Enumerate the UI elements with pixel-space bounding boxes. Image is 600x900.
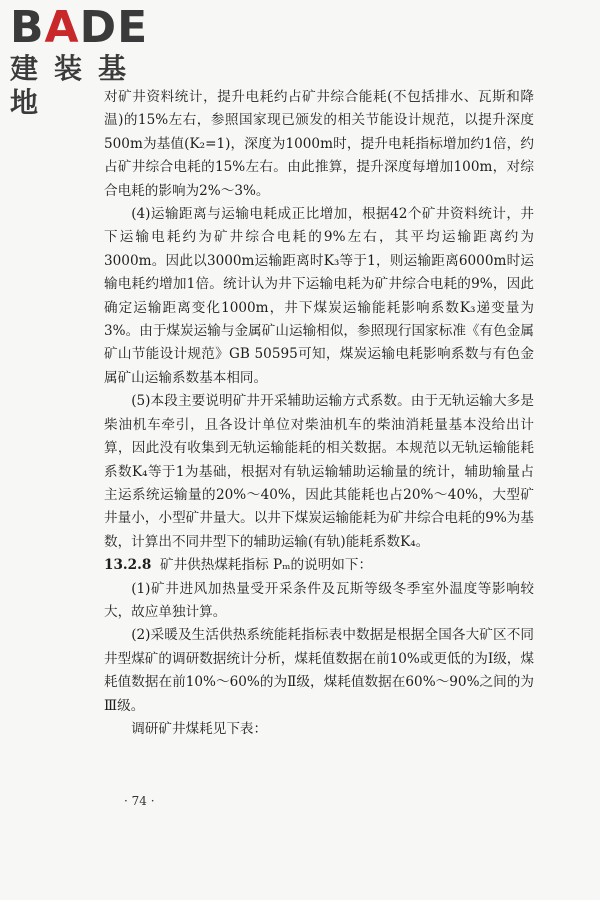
paragraph-lifting-energy: 对矿井资料统计，提升电耗约占矿井综合能耗(不包括排水、瓦斯和降温)的15%左右，参照国家现已颁发的相关节能设计规范，以提升深度500m为基值(K₂=1)，深度为1000m时，提升电耗指标增加约1倍，约占矿井综合电耗的15%左右。由此推算，提升深度每增加100m，对综合电耗的影响为2%～3%。 [104,89,534,199]
section-number: 13.2.8 [104,557,152,574]
logo-letters-after: DE [79,2,149,53]
logo-wordmark [10,2,180,53]
paragraph-table-intro: 调研矿井煤耗见下表： [131,720,268,737]
paragraph-heating-levels: (2)采暖及生活供热系统能耗指标表中数据是根据全国各大矿区不同井型煤矿的调研数据统计分析，煤耗值数据在前10%或更低的为Ⅰ级，煤耗值数据在前10%～60%的为Ⅱ级，煤耗值数据在60%～90%之间的为Ⅲ级。 [104,627,534,714]
paragraph-inlet-air-heating: (1)矿井进风加热量受开采条件及瓦斯等级冬季室外温度等影响较大，故应单独计算。 [104,580,534,620]
page-body [104,86,534,741]
logo-accent-letter: A [44,2,80,53]
logo-subtitle: 建装基地 [10,52,143,119]
paragraph-transport-distance: (4)运输距离与运输电耗成正比增加，根据42个矿井资料统计，井下运输电耗约为矿井综合电耗的9%左右，其平均运输距离约为3000m。因此以3000m运输距离时K₃等于1，则运输距离6000m时运输电耗约增加1倍。统计认为井下运输电耗为矿井综合电耗的9%，因此确定运输距离变化1000m，井下煤炭运输能耗影响系数K₃递变量为3%。由于煤炭运输与金属矿山运输相似，参照现行国家标准《有色金属矿山节能设计规范》GB 50595可知，煤炭运输电耗影响系数与有色金属矿山运输系数基本相同。 [104,206,534,386]
logo-letters-before: B [10,2,45,53]
paragraph-auxiliary-transport: (5)本段主要说明矿井开采辅助运输方式系数。由于无轨运输大多是柴油机车牵引，且各设计单位对柴油机车的柴油消耗量基本没给出计算，因此没有收集到无轨运输能耗的相关数据。本规范以无轨运输能耗系数K₄等于1为基础，根据对有轨运输辅助运输量的统计，辅助输量占主运系统运输量的20%～40%，因此其能耗也占20%～40%，大型矿井量小，小型矿井量大。以井下煤炭运输能耗为矿井综合电耗的9%为基数，计算出不同井型下的辅助运输(有轨)能耗系数K₄。 [104,393,534,550]
section-heading [104,554,534,577]
section-title: 矿井供热煤耗指标 Pₘ的说明如下： [159,557,373,574]
page-number: · 74 · [124,794,155,808]
